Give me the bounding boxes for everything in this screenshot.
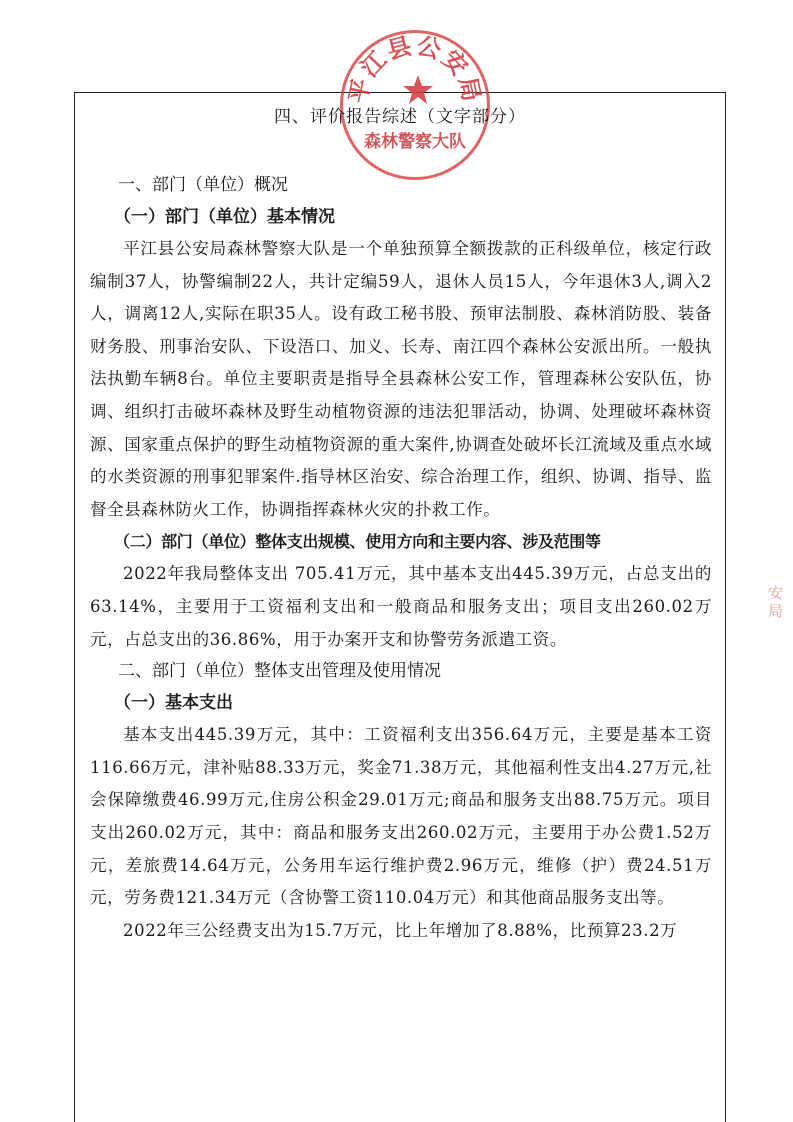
- section2-sub1-paragraph: 基本支出445.39万元，其中：工资福利支出356.64万元，主要是基本工资116.66万元，津补贴88.33万元，奖金71.38万元，其他福利性支出4.27万元,社会保障缴费46.99万元,住房公积金29.01万元;商品和服务支出88.75万元。项目支出260.02万元，其中：商品和服务支出260.02万元，主要用于办公费1.52万元，差旅费14.64万元，公务用车运行维护费2.96万元，维修（护）费24.51万元，劳务费121.34万元（含协警工资110.04万元）和其他商品服务支出等。: [90, 725, 712, 908]
- seal-inner-text: 森林警察大队: [364, 132, 466, 152]
- page-title: 四、评价报告综述（文字部分）: [274, 107, 526, 127]
- document-body: [90, 170, 712, 947]
- section2-sub1-heading: （一）基本支出: [114, 693, 233, 714]
- section2-heading: 二、部门（单位）整体支出管理及使用情况: [118, 661, 441, 682]
- section1-sub1-heading: （一）部门（单位）基本情况: [114, 207, 335, 227]
- section1-heading: 一、部门（单位）概况: [118, 175, 288, 195]
- section1-sub2-heading: （二）部门（单位）整体支出规模、使用方向和主要内容、涉及范围等: [114, 532, 601, 552]
- section1-sub2-paragraph: 2022年我局整体支出 705.41万元，其中基本支出445.39万元，占总支出的63.14%，主要用于工资福利支出和一般商品和服务支出；项目支出260.02万元，占总支出的36.86%，用于办案开支和协警劳务派遣工资。: [90, 564, 712, 649]
- section2-sub1-paragraph-2: 2022年三公经费支出为15.7万元，比上年增加了8.88%，比预算23.2万: [123, 920, 678, 940]
- side-seal-fragment: 安 局: [768, 584, 784, 620]
- section1-sub1-paragraph: 平江县公安局森林警察大队是一个单独预算全额拨款的正科级单位，核定行政编制37人，协警编制22人，共计定编59人，退休人员15人，今年退休3人,调入2人，调离12人,实际在职35人。设有政工秘书股、预审法制股、森林消防股、装备财务股、刑事治安队、下设浯口、加义、长寿、南江四个森林公安派出所。一般执法执勤车辆8台。单位主要职责是指导全县森林公安工作，管理森林公安队伍，协调、组织打击破坏森林及野生动植物资源的违法犯罪活动，协调、处理破坏森林资源、国家重点保护的野生动植物资源的重大案件,协调查处破坏长江流域及重点水域的水类资源的刑事犯罪案件.指导林区治安、综合治理工作，组织、协调、指导、监督全县森林防火工作，协调指挥森林火灾的扑救工作。: [90, 239, 712, 519]
- seal-arc-text: 平江县公安局: [343, 33, 487, 106]
